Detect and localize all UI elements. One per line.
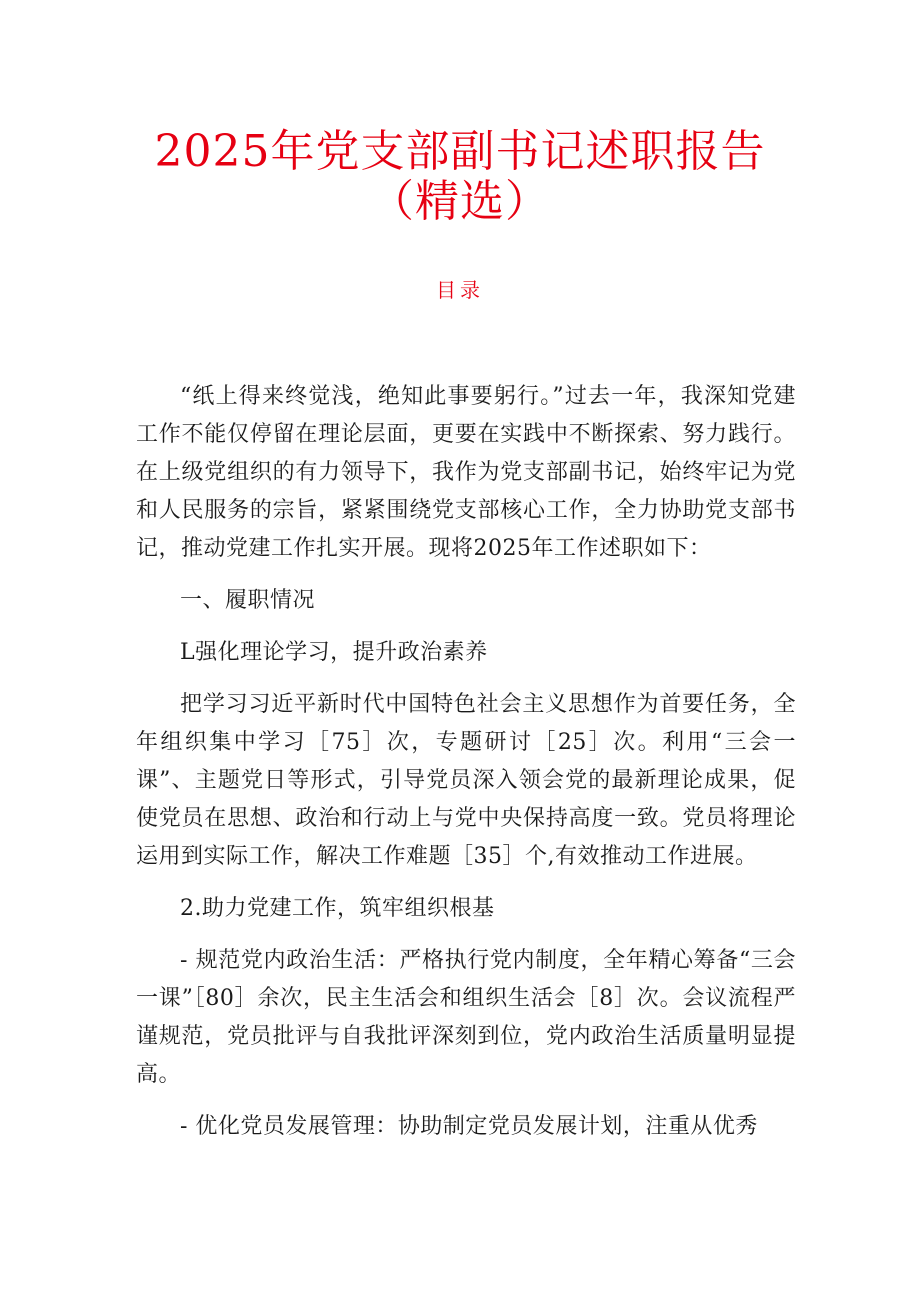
bullet-paragraph: - 规范党内政治生活：严格执行党内制度，全年精心筹备“三会一课”［80］余次，民主生活会和组织生活会［8］次。会议流程严谨规范，党员批评与自我批评深刻到位，党内政治生活质量明显提高。: [136, 948, 796, 1087]
document-subtitle: （精选）: [370, 176, 550, 227]
item-heading: L强化理论学习，提升政治素养: [180, 640, 488, 665]
bullet-paragraph: - 优化党员发展管理：协助制定党员发展计划，注重从优秀: [180, 1114, 758, 1139]
toc-link[interactable]: 目录: [436, 278, 484, 302]
section-heading: 一、履职情况: [180, 588, 316, 613]
item-paragraph: 把学习习近平新时代中国特色社会主义思想作为首要任务，全年组织集中学习［75］次，专题研讨［25］次。利用“三会一课”、主题党日等形式，引导党员深入领会党的最新理论成果，促使党员在思想、政治和行动上与党中央保持高度一致。党员将理论运用到实际工作，解决工作难题［35］个,有效推动工作进展。: [136, 692, 796, 869]
document-body: [136, 378, 796, 1160]
item-heading: 2.助力党建工作，筑牢组织根基: [180, 896, 495, 921]
intro-paragraph: “纸上得来终觉浅，绝知此事要躬行。”过去一年，我深知党建工作不能仅停留在理论层面，更要在实践中不断探索、努力践行。在上级党组织的有力领导下，我作为党支部副书记，始终牢记为党和人民服务的宗旨，紧紧围绕党支部核心工作，全力协助党支部书记，推动党建工作扎实开展。现将2025年工作述职如下：: [136, 384, 796, 561]
document-title: 2025年党支部副书记述职报告: [154, 126, 766, 177]
